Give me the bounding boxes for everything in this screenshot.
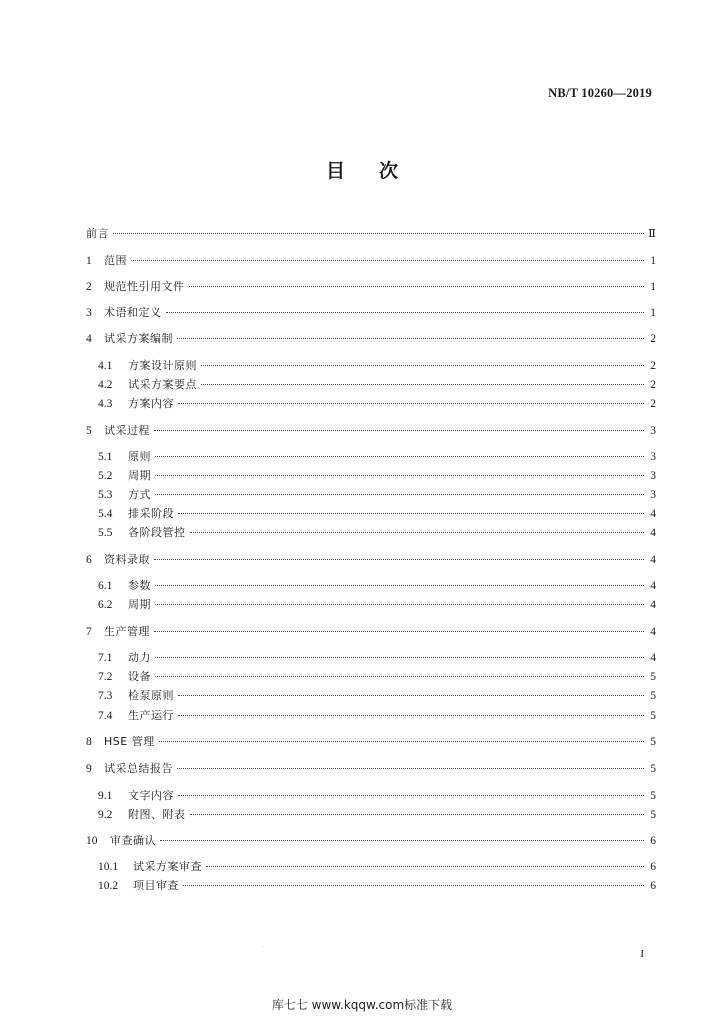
toc-entry-number: 7.1 [98, 652, 113, 664]
toc-entry[interactable] [98, 487, 656, 503]
toc-entry[interactable] [98, 878, 656, 894]
toc-dot-leader [155, 494, 644, 495]
toc-entry[interactable] [98, 506, 656, 522]
toc-dot-leader [155, 456, 644, 457]
toc-dot-leader [178, 695, 644, 696]
toc-entry-title: 方式 [128, 488, 151, 501]
document-code: NB/T 10260—2019 [548, 86, 652, 100]
toc-entry[interactable] [86, 761, 656, 777]
toc-entry-number: 7 [86, 626, 92, 638]
toc-entry[interactable] [98, 396, 656, 412]
toc-entry-page: 6 [650, 880, 656, 892]
toc-entry[interactable] [98, 688, 656, 704]
toc-entry-number: 4.2 [98, 379, 113, 391]
toc-entry-title: 规范性引用文件 [104, 280, 185, 293]
toc-dot-leader [155, 585, 644, 586]
toc-entry-title: 各阶段管控 [128, 526, 186, 539]
toc-title: 目次 [325, 160, 432, 182]
toc-entry-page: 5 [650, 736, 656, 748]
toc-entry-page: 5 [650, 710, 656, 722]
toc-entry-number: 5.2 [98, 470, 113, 482]
toc-entry-page: 4 [650, 508, 656, 520]
toc-entry-page: 2 [650, 379, 656, 391]
toc-entry-number: 7.3 [98, 690, 113, 702]
toc-entry[interactable] [86, 624, 656, 640]
toc-entry[interactable] [98, 788, 656, 804]
toc-entry-title: 参数 [128, 579, 151, 592]
toc-entry[interactable] [98, 578, 656, 594]
toc-entry-page: 4 [650, 527, 656, 539]
toc-entry-title: HSE 管理 [104, 735, 155, 748]
toc-entry-number: 10.2 [98, 880, 119, 892]
toc-entry-number: 7.4 [98, 710, 113, 722]
toc-entry[interactable] [86, 226, 656, 242]
toc-entry-number: 6 [86, 554, 92, 566]
toc-entry-number: 5.3 [98, 489, 113, 501]
toc-entry[interactable] [86, 734, 656, 750]
toc-entry-title: 检泵原则 [128, 689, 174, 702]
toc-entry-title: 资料录取 [104, 553, 150, 566]
toc-dot-leader [178, 513, 644, 514]
toc-dot-leader [155, 657, 644, 658]
toc-entry-number: 1 [86, 255, 92, 267]
toc-entry-page: 4 [650, 599, 656, 611]
toc-entry-number: 9.1 [98, 790, 113, 802]
toc-entry-number: 5.4 [98, 508, 113, 520]
toc-entry-page: 4 [650, 580, 656, 592]
toc-dot-leader [201, 365, 644, 366]
toc-entry-title: 设备 [128, 670, 151, 683]
toc-dot-leader [177, 338, 644, 339]
toc-entry-title: 范围 [104, 254, 127, 267]
toc-dot-leader [154, 559, 644, 560]
toc-entry-title: 排采阶段 [128, 507, 174, 520]
footer-watermark: 库七七 www.kqqw.com标准下载 [271, 998, 453, 1012]
toc-entry[interactable] [86, 552, 656, 568]
toc-entry-number: 6.2 [98, 599, 113, 611]
toc-entry-page: 3 [650, 489, 656, 501]
toc-entry[interactable] [98, 358, 656, 374]
toc-entry-page: 5 [650, 671, 656, 683]
toc-entry-number: 7.2 [98, 671, 113, 683]
toc-entry-page: 4 [650, 652, 656, 664]
toc-entry-number: 10.1 [98, 861, 119, 873]
toc-dot-leader [166, 312, 645, 313]
toc-entry-number: 5.1 [98, 451, 113, 463]
toc-entry-title: 审查确认 [110, 834, 156, 847]
toc-entry-title: 原则 [128, 450, 151, 463]
toc-entry[interactable] [98, 449, 656, 465]
toc-entry[interactable] [86, 833, 656, 849]
toc-dot-leader [206, 866, 644, 867]
toc-entry-number: 10 [86, 835, 98, 847]
toc-dot-leader [155, 676, 644, 677]
toc-dot-leader [160, 840, 644, 841]
toc-entry-page: 5 [650, 690, 656, 702]
toc-entry-number: 4.3 [98, 398, 113, 410]
toc-entry-title: 项目审查 [133, 879, 179, 892]
toc-entry-number: 4.1 [98, 360, 113, 372]
table-of-contents [86, 0, 656, 1024]
toc-dot-leader [190, 814, 645, 815]
toc-entry-number: 8 [86, 736, 92, 748]
toc-entry-title: 生产运行 [128, 709, 174, 722]
toc-dot-leader [159, 741, 644, 742]
toc-entry-page: 3 [650, 425, 656, 437]
toc-entry-number: 4 [86, 333, 92, 345]
toc-entry-title: 试采方案审查 [133, 860, 202, 873]
toc-entry-page: 2 [650, 333, 656, 345]
toc-dot-leader [183, 885, 644, 886]
toc-entry-title: 前言 [86, 227, 109, 240]
toc-dot-leader [154, 430, 644, 431]
toc-entry[interactable] [98, 708, 656, 724]
toc-entry[interactable] [86, 423, 656, 439]
toc-entry-page: 5 [650, 763, 656, 775]
toc-entry[interactable] [98, 669, 656, 685]
toc-entry[interactable] [98, 597, 656, 613]
toc-entry-page: 3 [650, 451, 656, 463]
toc-entry-title: 试采方案编制 [104, 332, 173, 345]
page-number: I [640, 948, 644, 960]
toc-entry-number: 2 [86, 281, 92, 293]
toc-dot-leader [201, 384, 644, 385]
toc-entry-title: 附图、附表 [128, 808, 186, 821]
toc-entry-title: 周期 [128, 469, 151, 482]
toc-entry[interactable] [86, 305, 656, 321]
toc-entry-title: 方案内容 [128, 397, 174, 410]
toc-entry[interactable] [98, 807, 656, 823]
toc-entry[interactable] [98, 859, 656, 875]
toc-entry-page: 1 [650, 255, 656, 267]
toc-dot-leader [155, 475, 644, 476]
toc-entry-title: 试采过程 [104, 424, 150, 437]
toc-entry[interactable] [98, 650, 656, 666]
toc-dot-leader [113, 233, 644, 234]
toc-dot-leader [178, 795, 644, 796]
toc-entry[interactable] [98, 468, 656, 484]
toc-entry-title: 文字内容 [128, 789, 174, 802]
toc-entry-page: 5 [650, 809, 656, 821]
toc-entry-title: 术语和定义 [104, 306, 162, 319]
toc-dot-leader [189, 286, 645, 287]
toc-entry-page: 5 [650, 790, 656, 802]
toc-entry-page: 4 [650, 554, 656, 566]
toc-entry-title: 试采总结报告 [104, 762, 173, 775]
toc-entry-number: 5.5 [98, 527, 113, 539]
toc-entry-title: 方案设计原则 [128, 359, 197, 372]
toc-entry-page: 6 [650, 861, 656, 873]
toc-entry-number: 9 [86, 763, 92, 775]
toc-entry-number: 9.2 [98, 809, 113, 821]
toc-entry-page: Ⅱ [648, 228, 656, 240]
toc-entry-title: 试采方案要点 [128, 378, 197, 391]
toc-entry-page: 3 [650, 470, 656, 482]
toc-entry-page: 4 [650, 626, 656, 638]
toc-dot-leader [155, 604, 644, 605]
toc-dot-leader [178, 403, 644, 404]
toc-dot-leader [177, 768, 644, 769]
toc-entry[interactable] [98, 525, 656, 541]
toc-dot-leader [131, 260, 644, 261]
toc-entry-number: 5 [86, 425, 92, 437]
toc-entry-number: 6.1 [98, 580, 113, 592]
toc-entry[interactable] [86, 331, 656, 347]
toc-entry-number: 3 [86, 307, 92, 319]
toc-entry[interactable] [98, 377, 656, 393]
toc-entry-page: 1 [650, 307, 656, 319]
toc-entry-title: 周期 [128, 598, 151, 611]
toc-entry-page: 6 [650, 835, 656, 847]
toc-dot-leader [190, 532, 645, 533]
toc-entry-page: 2 [650, 398, 656, 410]
toc-entry[interactable] [86, 253, 656, 269]
toc-entry-title: 动力 [128, 651, 151, 664]
toc-dot-leader [154, 631, 644, 632]
scan-mark: . [262, 942, 264, 949]
toc-dot-leader [178, 715, 644, 716]
toc-entry-page: 2 [650, 360, 656, 372]
toc-entry-page: 1 [650, 281, 656, 293]
toc-entry[interactable] [86, 279, 656, 295]
toc-entry-title: 生产管理 [104, 625, 150, 638]
